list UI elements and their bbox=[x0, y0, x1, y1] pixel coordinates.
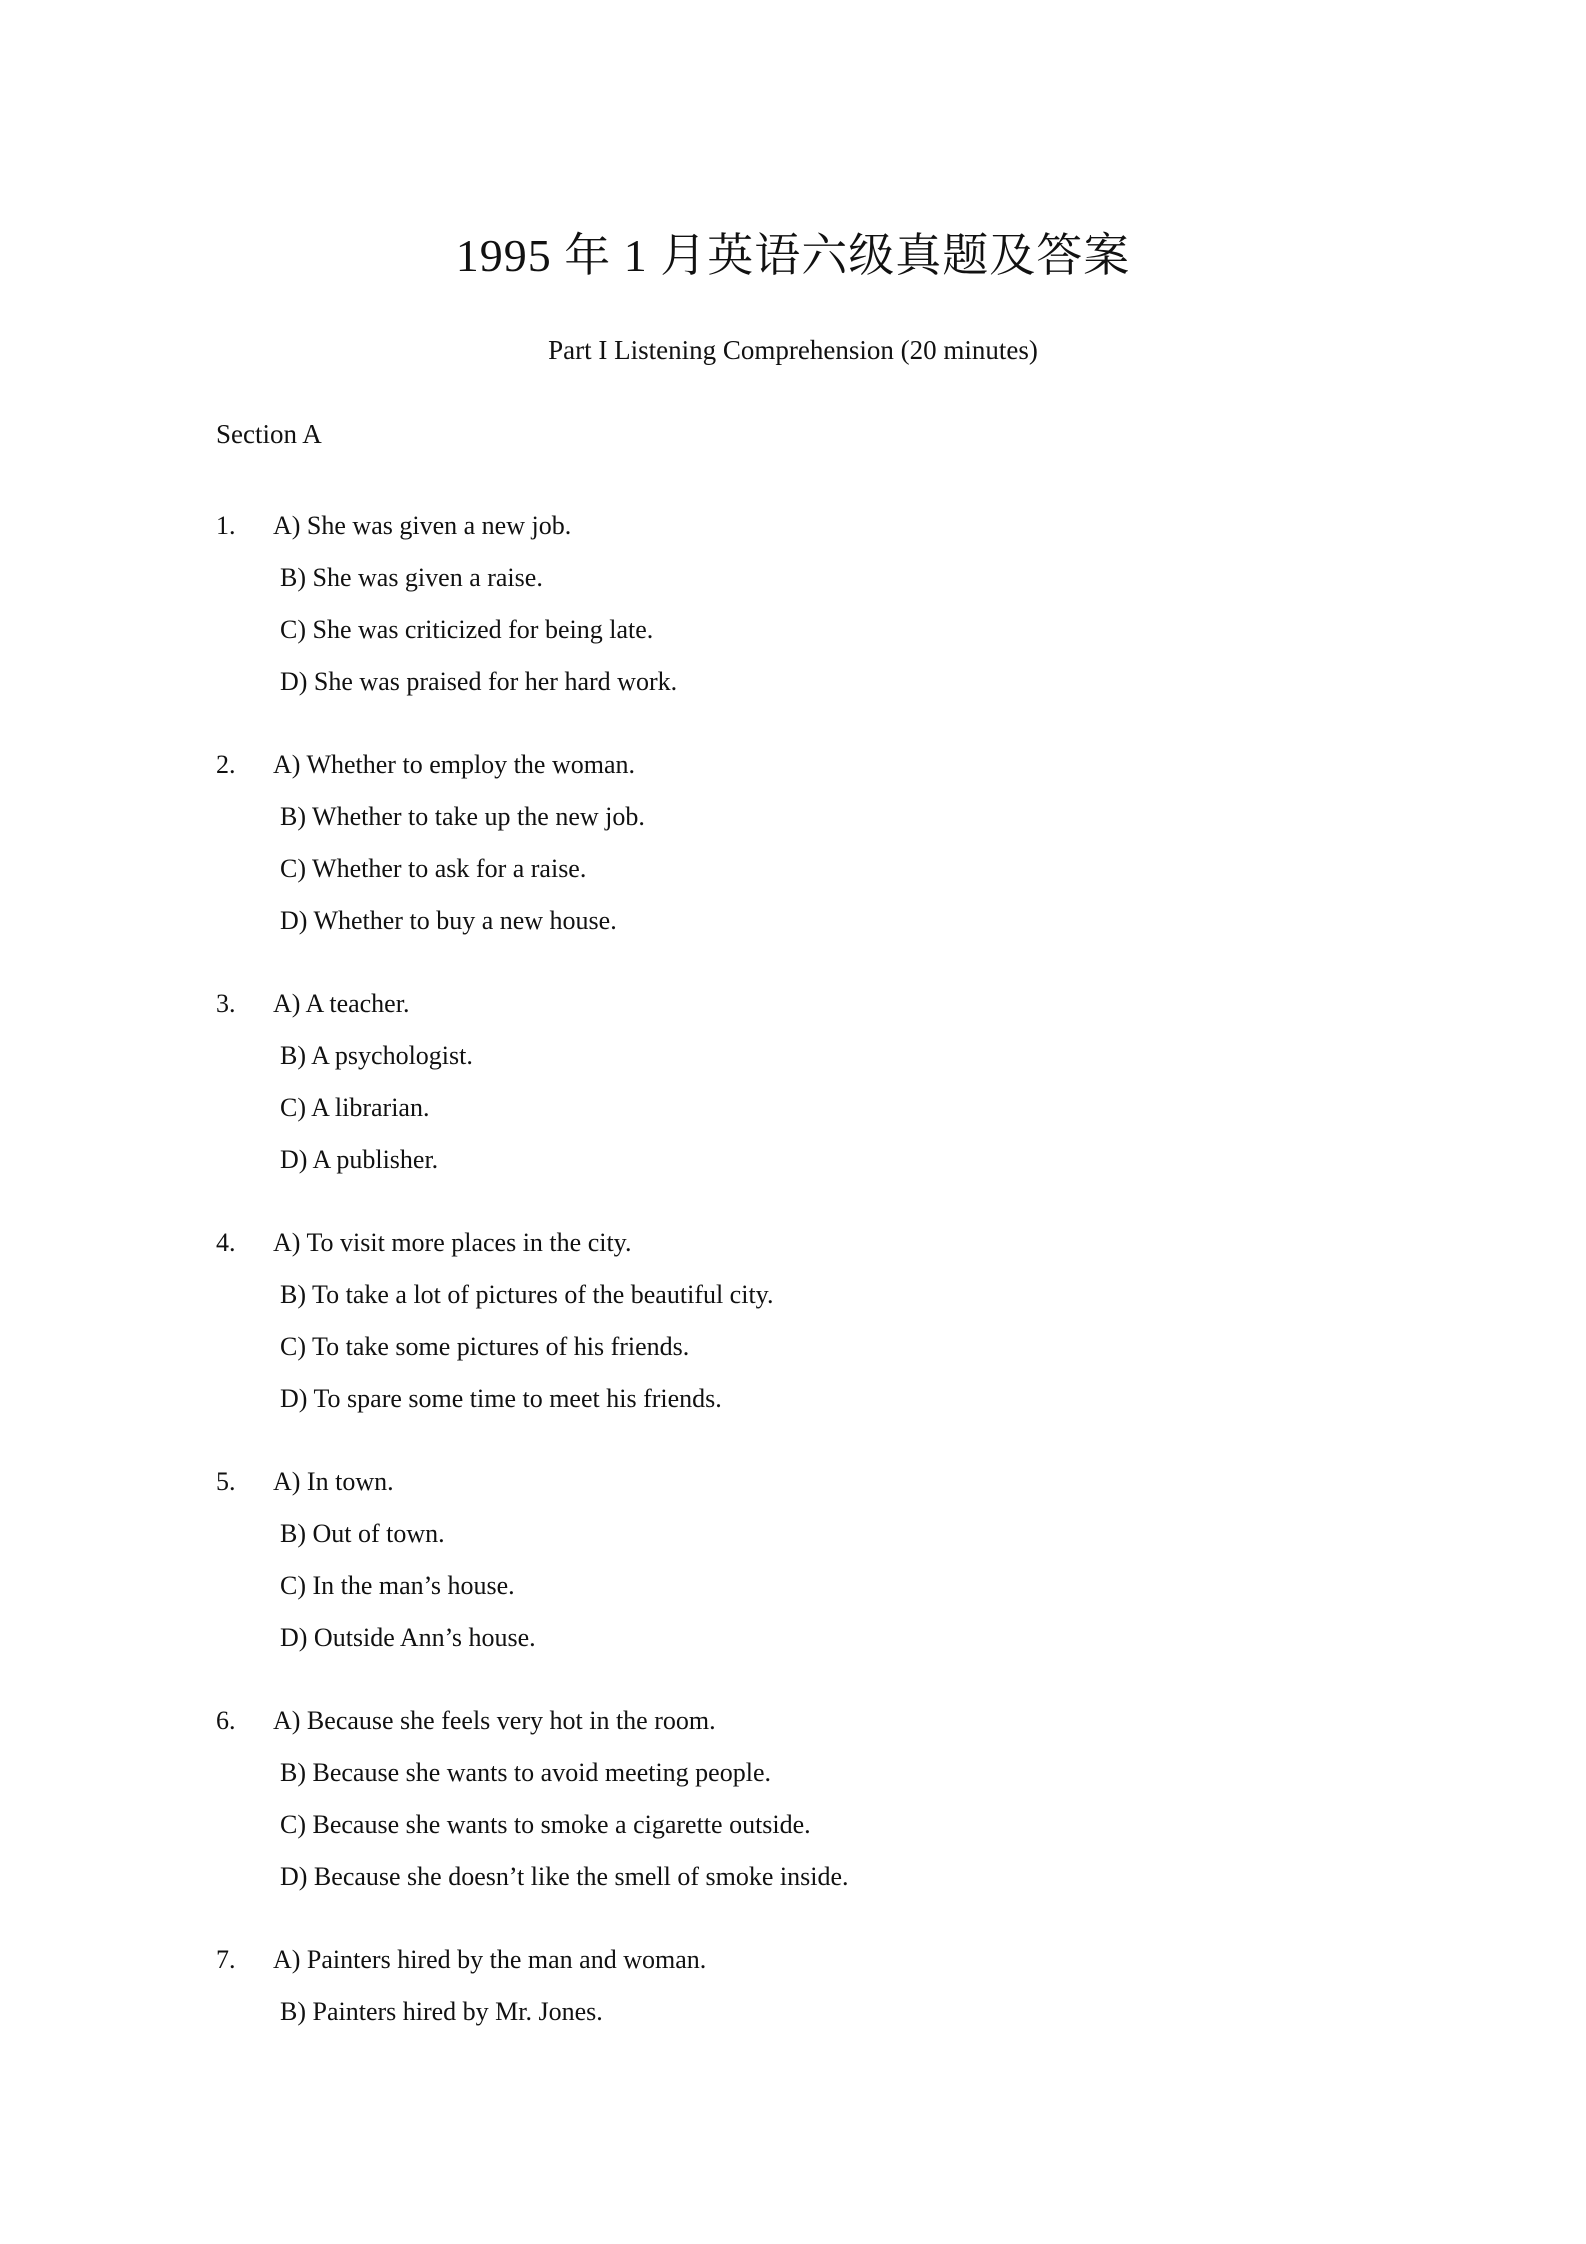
question-number: 1. bbox=[216, 511, 236, 540]
option-c: C) A librarian. bbox=[280, 1093, 430, 1122]
option-d: D) Because she doesn’t like the smell of smoke inside. bbox=[280, 1862, 849, 1891]
option-row bbox=[216, 1090, 1416, 1142]
question-4 bbox=[216, 1225, 1416, 1433]
option-b: B) Because she wants to avoid meeting people. bbox=[280, 1758, 771, 1787]
document-title: 1995 年 1 月英语六级真题及答案 bbox=[455, 230, 1131, 281]
option-d: D) Whether to buy a new house. bbox=[280, 906, 617, 935]
option-c: C) To take some pictures of his friends. bbox=[280, 1332, 690, 1361]
option-b: B) She was given a raise. bbox=[280, 563, 543, 592]
option-a: A) To visit more places in the city. bbox=[273, 1228, 632, 1257]
option-d: D) She was praised for her hard work. bbox=[280, 667, 678, 696]
option-row bbox=[216, 1038, 1416, 1090]
option-row bbox=[216, 1142, 1416, 1194]
section-heading: Section A bbox=[216, 419, 322, 449]
option-row bbox=[216, 1755, 1416, 1807]
option-d: D) Outside Ann’s house. bbox=[280, 1623, 536, 1652]
question-number: 5. bbox=[216, 1467, 236, 1496]
option-c: C) Whether to ask for a raise. bbox=[280, 854, 587, 883]
question-number: 3. bbox=[216, 989, 236, 1018]
option-row bbox=[216, 664, 1416, 716]
option-a: A) Because she feels very hot in the room. bbox=[273, 1706, 716, 1735]
option-d: D) To spare some time to meet his friends. bbox=[280, 1384, 722, 1413]
option-row bbox=[216, 1859, 1416, 1911]
option-b: B) Out of town. bbox=[280, 1519, 445, 1548]
option-c: C) She was criticized for being late. bbox=[280, 615, 654, 644]
option-a: A) A teacher. bbox=[273, 989, 410, 1018]
option-row bbox=[216, 1225, 1416, 1277]
question-7 bbox=[216, 1942, 1416, 2046]
option-row bbox=[216, 1942, 1416, 1994]
option-row bbox=[216, 1994, 1416, 2046]
option-b: B) Whether to take up the new job. bbox=[280, 802, 645, 831]
question-number: 6. bbox=[216, 1706, 236, 1735]
question-5 bbox=[216, 1464, 1416, 1672]
option-row bbox=[216, 986, 1416, 1038]
option-row bbox=[216, 903, 1416, 955]
option-c: C) Because she wants to smoke a cigarette outside. bbox=[280, 1810, 811, 1839]
option-c: C) In the man’s house. bbox=[280, 1571, 515, 1600]
option-row bbox=[216, 1807, 1416, 1859]
option-row bbox=[216, 1568, 1416, 1620]
question-6 bbox=[216, 1703, 1416, 1911]
option-row bbox=[216, 1329, 1416, 1381]
question-list bbox=[216, 508, 1416, 2077]
option-a: A) In town. bbox=[273, 1467, 394, 1496]
option-row bbox=[216, 747, 1416, 799]
question-3 bbox=[216, 986, 1416, 1194]
option-row bbox=[216, 1620, 1416, 1672]
option-row bbox=[216, 1277, 1416, 1329]
option-a: A) She was given a new job. bbox=[273, 511, 572, 540]
option-row bbox=[216, 1381, 1416, 1433]
part-heading: Part I Listening Comprehension (20 minutes) bbox=[548, 335, 1038, 365]
option-row bbox=[216, 1516, 1416, 1568]
option-row bbox=[216, 560, 1416, 612]
question-number: 4. bbox=[216, 1228, 236, 1257]
option-b: B) Painters hired by Mr. Jones. bbox=[280, 1997, 603, 2026]
option-row bbox=[216, 851, 1416, 903]
question-1 bbox=[216, 508, 1416, 716]
question-number: 2. bbox=[216, 750, 236, 779]
option-row bbox=[216, 799, 1416, 851]
option-row bbox=[216, 1464, 1416, 1516]
option-a: A) Painters hired by the man and woman. bbox=[273, 1945, 707, 1974]
question-number: 7. bbox=[216, 1945, 236, 1974]
question-2 bbox=[216, 747, 1416, 955]
option-a: A) Whether to employ the woman. bbox=[273, 750, 635, 779]
option-row bbox=[216, 508, 1416, 560]
option-b: B) A psychologist. bbox=[280, 1041, 473, 1070]
option-b: B) To take a lot of pictures of the beautiful city. bbox=[280, 1280, 774, 1309]
option-d: D) A publisher. bbox=[280, 1145, 439, 1174]
option-row bbox=[216, 612, 1416, 664]
option-row bbox=[216, 1703, 1416, 1755]
